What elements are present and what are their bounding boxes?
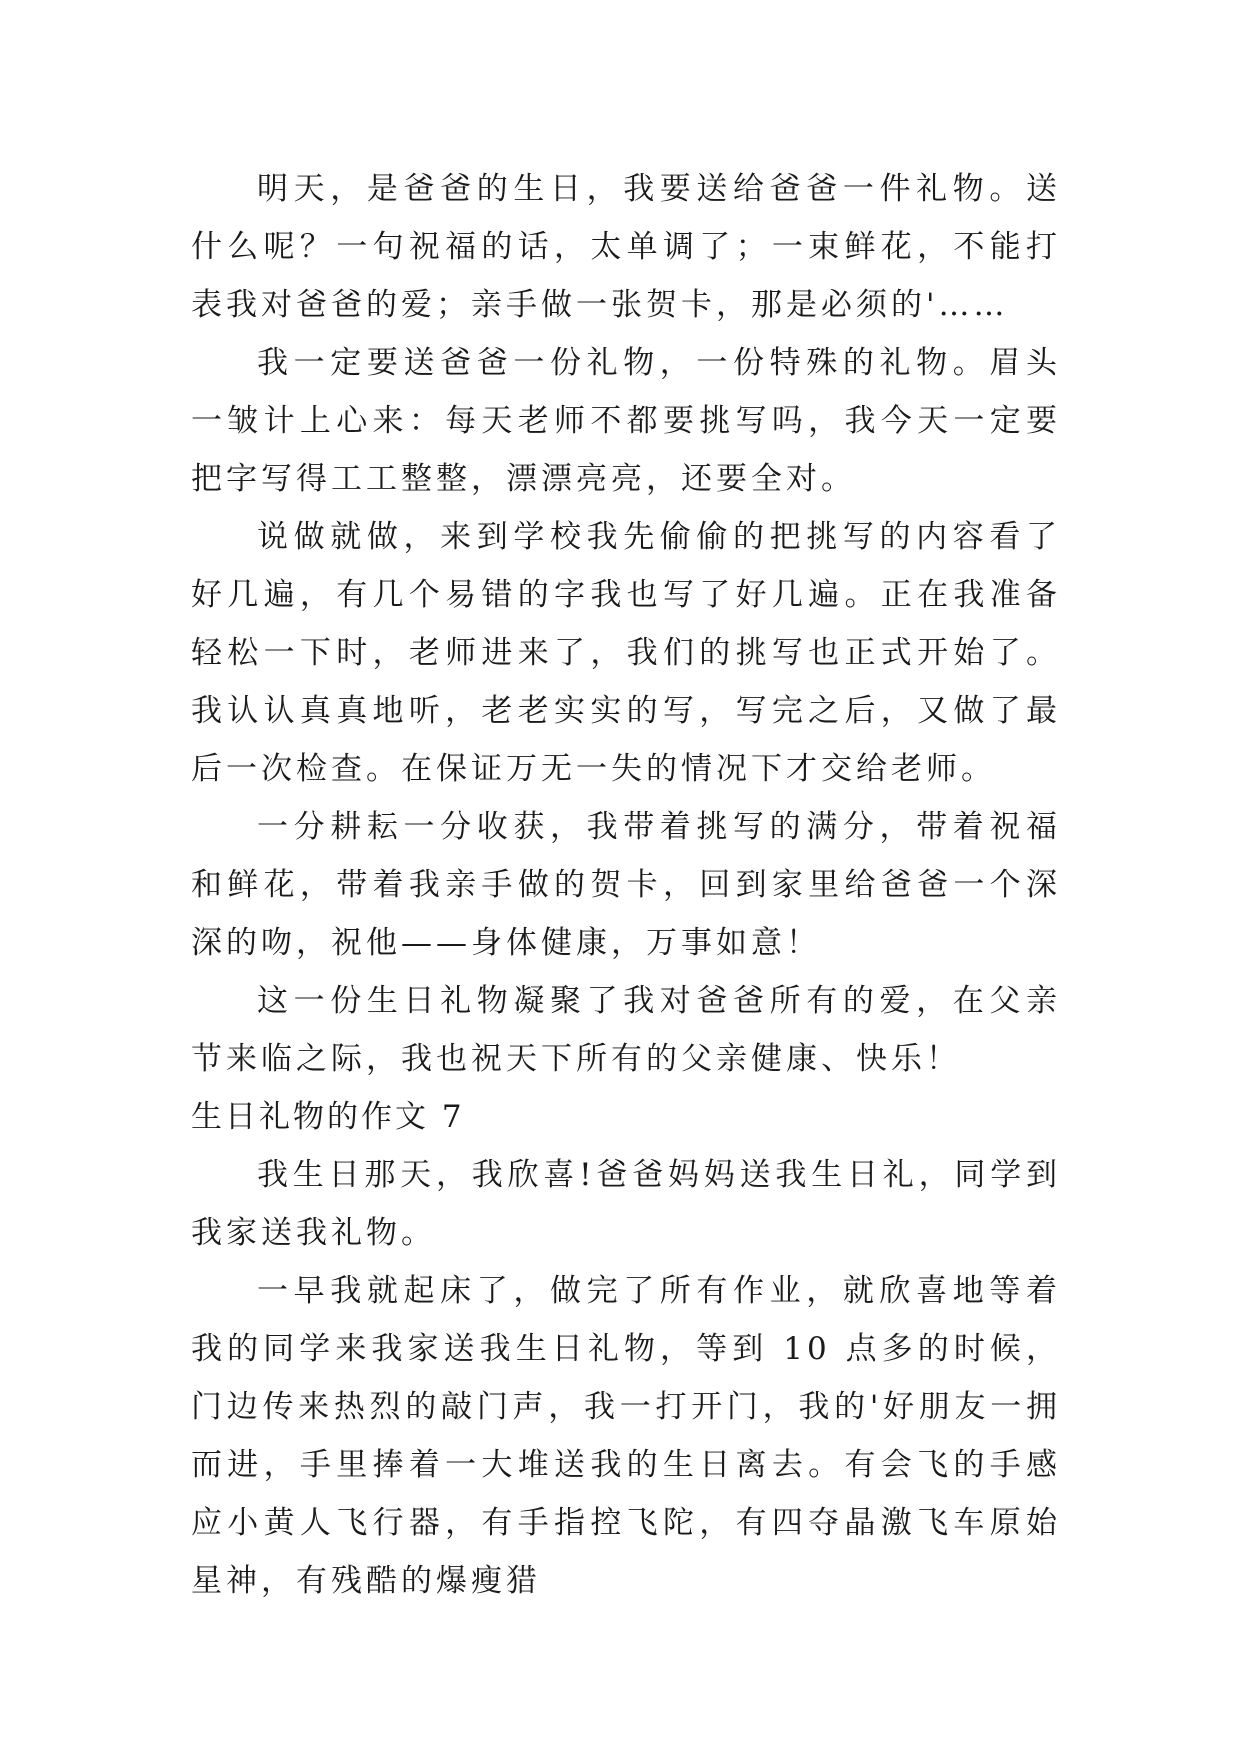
paragraph-6: 我生日那天，我欣喜!爸爸妈妈送我生日礼，同学到我家送我礼物。 [191, 1157, 1061, 1251]
paragraph-3: 说做就做，来到学校我先偷偷的把挑写的内容看了好几遍，有几个易错的字我也写了好几遍。正在我准备轻松一下时，老师进来了，我们的挑写也正式开始了。我认认真真地听，老老实实的写，写完之后，又做了最后一次检查。在保证万无一失的情况下才交给老师。 [191, 519, 1061, 787]
paragraph-2: 我一定要送爸爸一份礼物，一份特殊的礼物。眉头一皱计上心来：每天老师不都要挑写吗，我今天一定要把字写得工工整整，漂漂亮亮，还要全对。 [191, 345, 1061, 497]
paragraph-4: 一分耕耘一分收获，我带着挑写的满分，带着祝福和鲜花，带着我亲手做的贺卡，回到家里给爸爸一个深深的吻，祝他——身体健康，万事如意！ [191, 809, 1061, 961]
document-body [191, 160, 1061, 1610]
paragraph-1: 明天，是爸爸的生日，我要送给爸爸一件礼物。送什么呢？一句祝福的话，太单调了；一束鲜花，不能打表我对爸爸的爱；亲手做一张贺卡，那是必须的'…… [191, 171, 1061, 323]
paragraph-7: 一早我就起床了，做完了所有作业，就欣喜地等着我的同学来我家送我生日礼物，等到 10 点多的时候，门边传来热烈的敲门声，我一打开门，我的'好朋友一拥而进，手里捧着一大堆送我的生日离去。有会飞的手感应小黄人飞行器，有手指控飞陀，有四夺晶激飞车原始星神，有残酷的爆瘦猎 [191, 1273, 1061, 1599]
section-heading: 生日礼物的作文 7 [191, 1099, 465, 1135]
paragraph-5: 这一份生日礼物凝聚了我对爸爸所有的爱，在父亲节来临之际，我也祝天下所有的父亲健康、快乐！ [191, 983, 1061, 1077]
